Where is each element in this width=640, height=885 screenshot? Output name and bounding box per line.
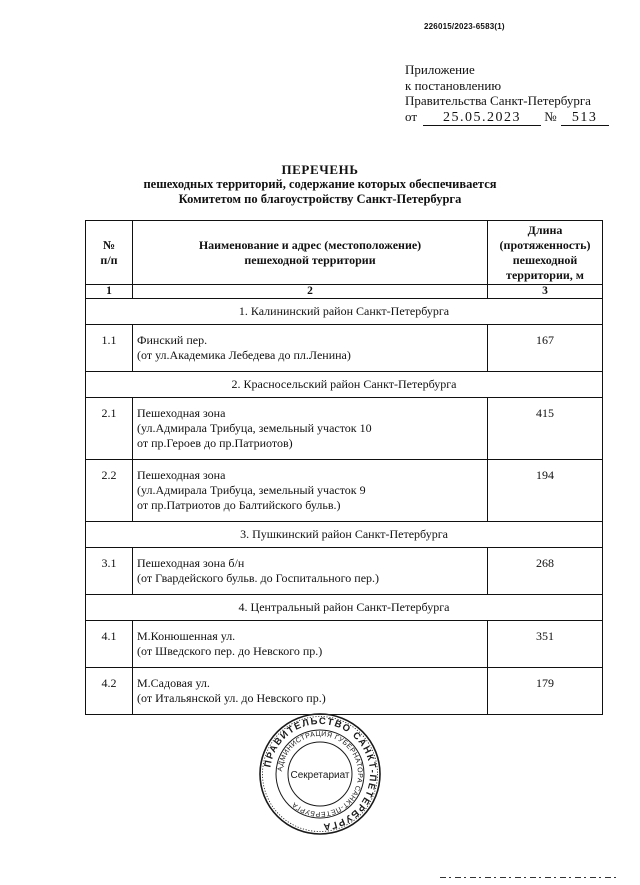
district-title: 4. Центральный район Санкт-Петербурга — [86, 595, 603, 621]
territories-table — [85, 220, 603, 715]
column-number-row — [86, 285, 603, 299]
from-label: от — [405, 108, 418, 124]
resolution-date: 25.05.2023 — [423, 110, 541, 127]
district-row — [86, 372, 603, 398]
row-length: 415 — [488, 398, 603, 460]
document-id: 226015/2023-6583(1) — [424, 22, 505, 31]
row-address-text: (ул.Адмирала Трибуца, земельный участок 9 — [137, 483, 366, 497]
table-row — [86, 398, 603, 460]
title-sub-2: Комитетом по благоустройству Санкт-Петербурга — [178, 192, 462, 206]
row-length: 179 — [488, 668, 603, 715]
scan-artifact-line — [440, 876, 620, 879]
table-row — [86, 668, 603, 715]
row-number: 4.2 — [86, 668, 133, 715]
row-name: Пешеходная зона — [137, 406, 226, 420]
row-address — [133, 668, 488, 715]
appendix-line-3: Правительства Санкт-Петербурга — [405, 93, 591, 108]
appendix-line-2: к постановлению — [405, 77, 502, 93]
row-name: Финский пер. — [137, 333, 208, 347]
column-number: 1 — [86, 285, 133, 299]
header-name-line-1: Наименование и адрес (местоположение) — [198, 237, 422, 252]
row-address-text: (от Шведского пер. до Невского пр.) — [137, 644, 323, 658]
table-row — [86, 460, 603, 522]
district-title: 3. Пушкинский район Санкт-Петербурга — [86, 522, 603, 548]
appendix-date-line — [405, 109, 609, 127]
row-number: 2.1 — [86, 398, 133, 460]
district-row — [86, 595, 603, 621]
header-number — [86, 221, 133, 285]
header-name — [133, 221, 488, 285]
table-row — [86, 548, 603, 595]
stamp-inner-text: АДМИНИСТРАЦИЯ ГУБЕРНАТОРА САНКТ-ПЕТЕРБУРГА — [277, 730, 364, 818]
header-length-line-3: пешеходной — [512, 252, 578, 267]
row-address-text-2: от пр.Героев до пр.Патриотов) — [137, 436, 293, 450]
resolution-number: 513 — [561, 110, 609, 127]
row-name: М.Садовая ул. — [137, 676, 210, 690]
row-number: 3.1 — [86, 548, 133, 595]
column-number: 2 — [133, 285, 488, 299]
official-stamp — [258, 712, 382, 836]
row-address-text: (ул.Адмирала Трибуца, земельный участок 10 — [137, 421, 372, 435]
row-address — [133, 621, 488, 668]
header-name-line-2: пешеходной территории — [244, 252, 376, 267]
row-address — [133, 548, 488, 595]
header-length-line-2: (протяженность) — [499, 237, 591, 252]
district-row — [86, 522, 603, 548]
row-address-text-2: от пр.Патриотов до Балтийского бульв.) — [137, 498, 341, 512]
title-sub-1: пешеходных территорий, содержание которых обеспечивается — [143, 177, 497, 191]
row-name: Пешеходная зона б/н — [137, 556, 245, 570]
header-length-line-1: Длина — [527, 222, 563, 237]
header-length-line-4: территории, м — [506, 267, 584, 282]
district-row — [86, 299, 603, 325]
document-title — [0, 162, 640, 207]
table-row — [86, 325, 603, 372]
header-number-line-1: № — [102, 237, 116, 252]
header-length — [488, 221, 603, 285]
row-address — [133, 460, 488, 522]
table-row — [86, 621, 603, 668]
row-address-text: (от ул.Академика Лебедева до пл.Ленина) — [137, 348, 351, 362]
row-number: 1.1 — [86, 325, 133, 372]
district-title: 2. Красносельский район Санкт-Петербурга — [86, 372, 603, 398]
stamp-outer-text: ПРАВИТЕЛЬСТВО САНКТ-ПЕТЕРБУРГА — [262, 715, 379, 833]
row-address-text: (от Итальянской ул. до Невского пр.) — [137, 691, 326, 705]
title-main: ПЕРЕЧЕНЬ — [281, 162, 359, 177]
stamp-center-text: Секретариат — [290, 770, 350, 781]
row-name: Пешеходная зона — [137, 468, 226, 482]
row-number: 2.2 — [86, 460, 133, 522]
row-length: 167 — [488, 325, 603, 372]
row-address — [133, 398, 488, 460]
appendix-block — [405, 62, 609, 126]
row-address — [133, 325, 488, 372]
column-number: 3 — [488, 285, 603, 299]
row-length: 194 — [488, 460, 603, 522]
header-number-line-2: п/п — [100, 252, 118, 267]
district-title: 1. Калининский район Санкт-Петербурга — [86, 299, 603, 325]
row-name: М.Конюшенная ул. — [137, 629, 236, 643]
row-address-text: (от Гвардейского бульв. до Госпитального пер.) — [137, 571, 380, 585]
row-length: 351 — [488, 621, 603, 668]
number-label: № — [544, 108, 557, 124]
row-number: 4.1 — [86, 621, 133, 668]
row-length: 268 — [488, 548, 603, 595]
table-header-row — [86, 221, 603, 285]
appendix-line-1: Приложение — [405, 62, 475, 77]
